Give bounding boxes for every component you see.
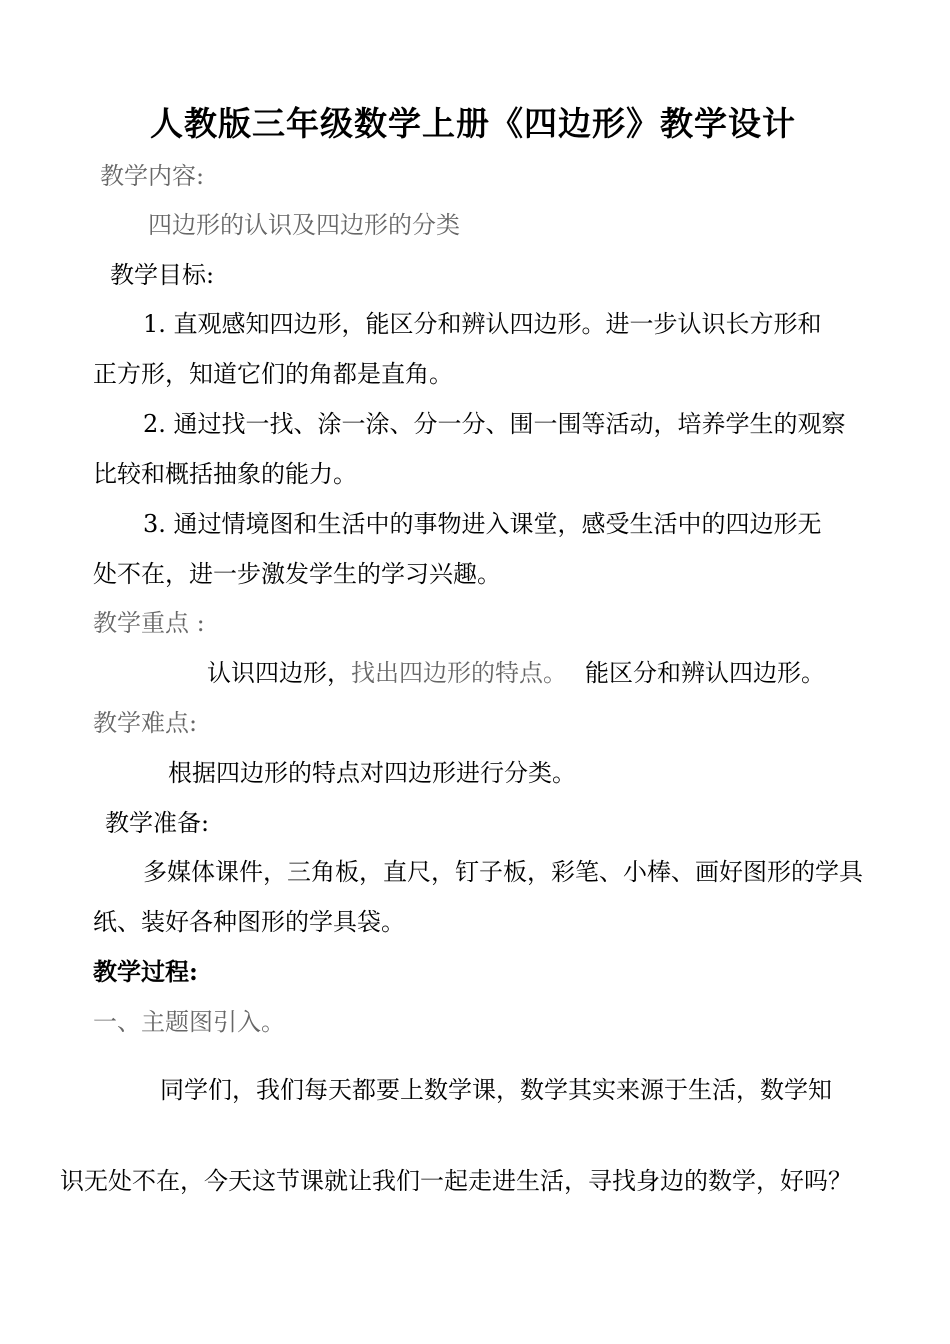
difficulty-text: 根据四边形的特点对四边形进行分类。 — [168, 759, 576, 787]
process-heading: 教学过程: — [93, 957, 198, 986]
goal1-line2: 正方形，知道它们的角都是直角。 — [93, 360, 453, 388]
prep-line2: 纸、装好各种图形的学具袋。 — [93, 908, 405, 936]
goal2-line2: 比较和概括抽象的能力。 — [93, 460, 357, 488]
para1-line1: 同学们，我们每天都要上数学课，数学其实来源于生活，数学知 — [160, 1076, 832, 1104]
goal1-line1: 1. 直观感知四边形，能区分和辨认四边形。进一步认识长方形和 — [143, 310, 822, 338]
goal3-line1: 3. 通过情境图和生活中的事物进入课堂，感受生活中的四边形无 — [143, 510, 822, 538]
document-title: 人教版三年级数学上册《四边形》教学设计 — [150, 104, 796, 143]
key-points — [207, 658, 825, 688]
prep-line1: 多媒体课件，三角板，直尺，钉子板，彩笔、小棒、画好图形的学具 — [143, 858, 863, 886]
section1-heading: 一、主题图引入。 — [93, 1008, 285, 1036]
key-heading: 教学重点 : — [93, 609, 205, 637]
key-part2: 找出四边形的特点。 — [351, 659, 567, 687]
goal2-line1: 2. 通过找一找、涂一涂、分一分、围一围等活动，培养学生的观察 — [143, 410, 846, 438]
key-part1: 认识四边形， — [207, 659, 351, 687]
content-text: 四边形的认识及四边形的分类 — [148, 211, 460, 239]
difficulty-heading: 教学难点: — [93, 709, 198, 737]
key-part3: 能区分和辨认四边形。 — [585, 659, 825, 687]
para1-line2: 识无处不在，今天这节课就让我们一起走进生活，寻找身边的数学，好吗？ — [60, 1167, 852, 1195]
goal3-line2: 处不在，进一步激发学生的学习兴趣。 — [93, 560, 501, 588]
prep-heading: 教学准备: — [105, 809, 210, 837]
goals-heading: 教学目标: — [110, 261, 215, 289]
content-heading: 教学内容: — [100, 162, 205, 190]
